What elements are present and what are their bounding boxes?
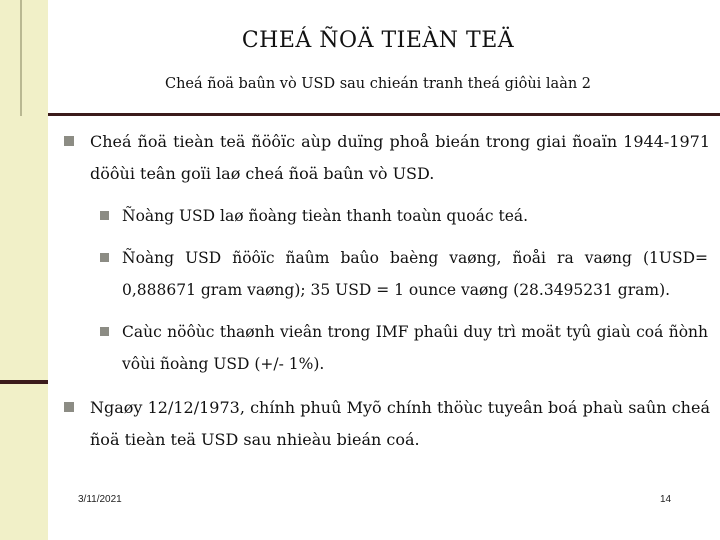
bullet-text: Cheá ñoä tieàn teä ñöôïc aùp duïng phoå bieán trong giai ñoaïn 1944-1971 döôùi teân goïi laø cheá ñoä baûn vò USD. (90, 132, 710, 183)
left-decorative-band (0, 0, 48, 540)
sub-bullet-text: Ñoàng USD laø ñoàng tieàn thanh toaùn quoác teá. (122, 207, 529, 225)
bullet-item (90, 392, 710, 456)
footer-date: 3/11/2021 (78, 494, 122, 505)
slide-title: CHEÁ ÑOÄ TIEÀN TEÄ (241, 28, 515, 53)
square-bullet-icon (100, 253, 109, 262)
square-bullet-icon (64, 136, 74, 146)
sub-bullet-text: Caùc nöôùc thaønh vieân trong IMF phaûi duy trì moät tyû giaù coá ñònh vôùi ñoàng USD (+/- 1%). (122, 323, 708, 373)
square-bullet-icon (100, 327, 109, 336)
slide-subtitle: Cheá ñoä baûn vò USD sau chieán tranh theá giôùi laàn 2 (164, 76, 592, 92)
bullet-item (90, 126, 710, 190)
page-number: 14 (660, 494, 672, 505)
square-bullet-icon (100, 211, 109, 220)
bullet-text: Ngaøy 12/12/1973, chính phuû Myõ chính thöùc tuyeân boá phaù saûn cheá ñoä tieàn teä USD sau nhieàu bieán coá. (90, 398, 710, 449)
band-accent-rule (0, 380, 48, 384)
sub-bullet-text: Ñoàng USD ñöôïc ñaûm baûo baèng vaøng, ñoåi ra vaøng (1USD= 0,888671 gram vaøng); 35 USD = 1 ounce vaøng (28.3495231 gram). (122, 249, 708, 299)
sub-bullet-item (122, 200, 702, 232)
square-bullet-icon (64, 402, 74, 412)
header-divider-rule (48, 113, 720, 116)
vertical-accent-rule (20, 0, 22, 116)
sub-bullet-item (122, 242, 708, 306)
sub-bullet-item (122, 316, 708, 380)
